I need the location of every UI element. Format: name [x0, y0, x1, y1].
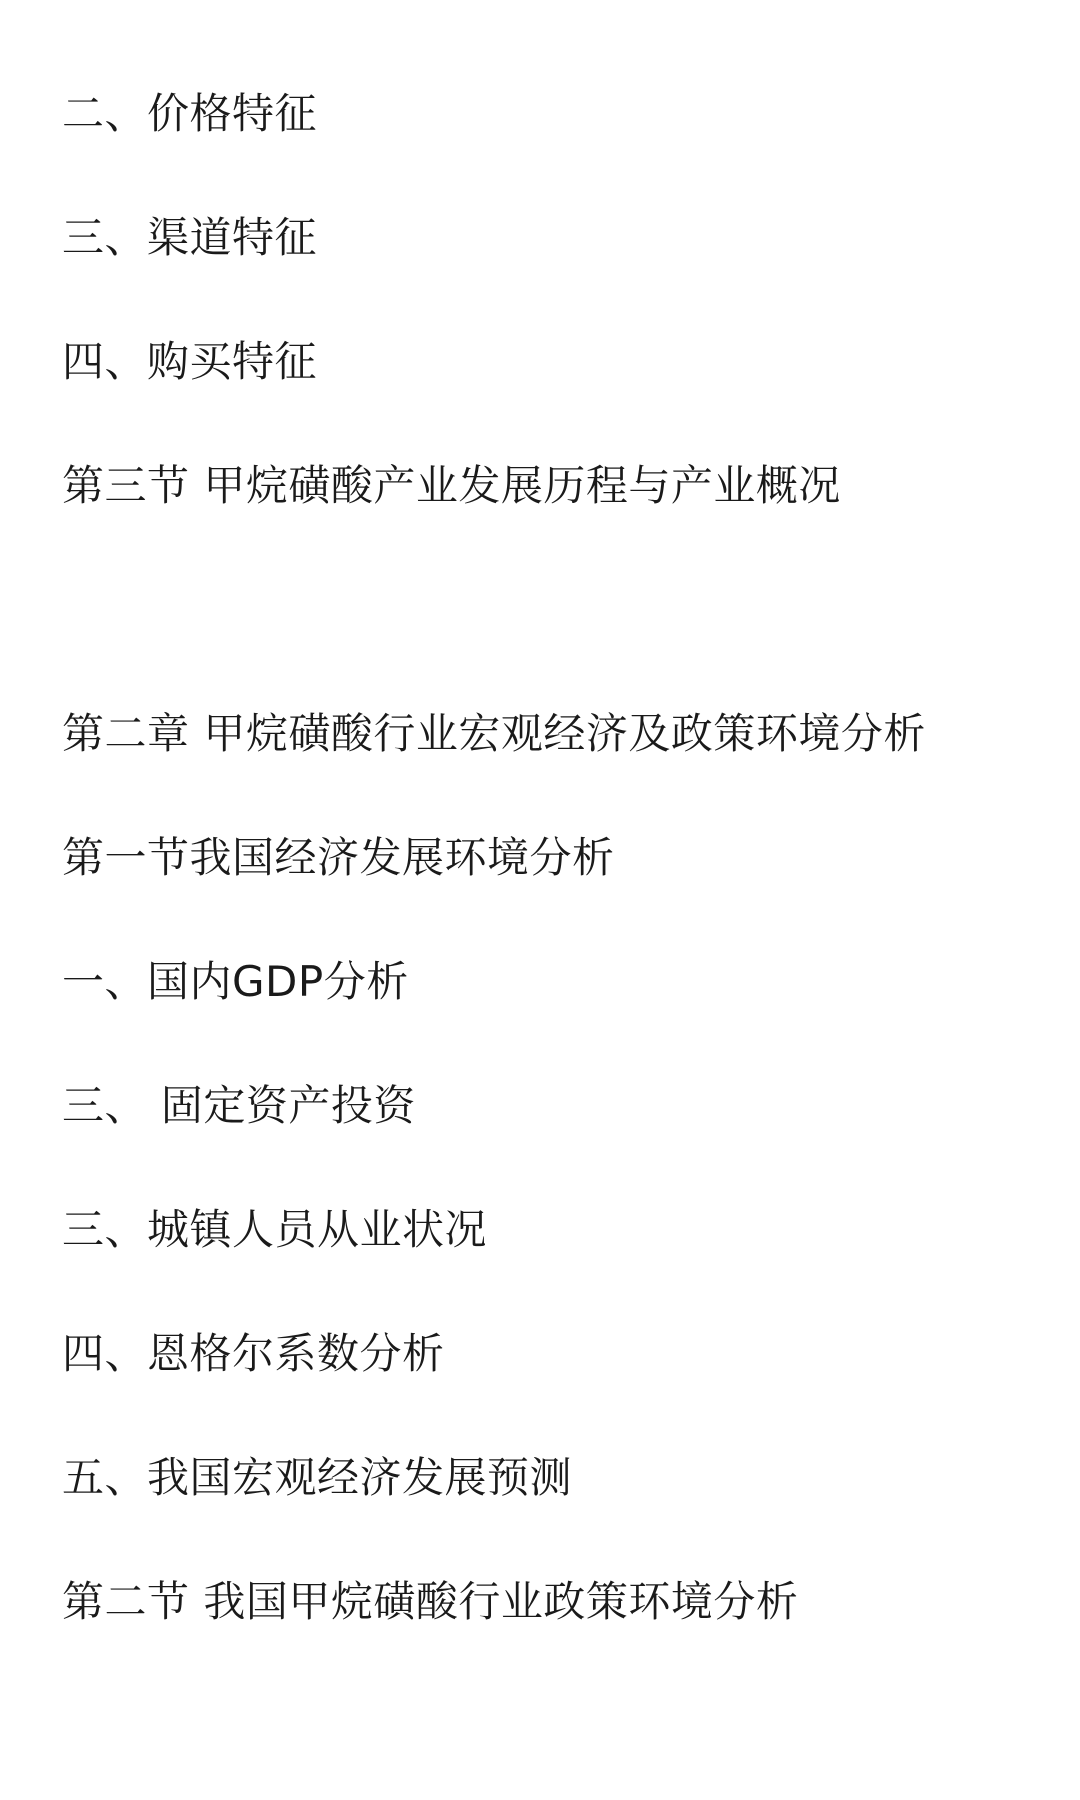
- toc-item-price-features: 二、价格特征: [62, 89, 318, 138]
- toc-section-industry-history: 第三节 甲烷磺酸产业发展历程与产业概况: [62, 461, 841, 510]
- toc-item-urban-employment: 三、城镇人员从业状况: [62, 1205, 488, 1254]
- toc-item-macro-forecast: 五、我国宏观经济发展预测: [62, 1453, 573, 1502]
- toc-item-engel-coefficient: 四、恩格尔系数分析: [62, 1329, 445, 1378]
- toc-item-fixed-asset-investment: 三、 固定资产投资: [62, 1081, 416, 1130]
- toc-item-gdp-analysis: 一、国内GDP分析: [62, 957, 409, 1006]
- toc-section-policy-environment: 第二节 我国甲烷磺酸行业政策环境分析: [62, 1577, 799, 1626]
- toc-chapter-macro-policy: 第二章 甲烷磺酸行业宏观经济及政策环境分析: [62, 709, 926, 758]
- toc-section-economic-environment: 第一节我国经济发展环境分析: [62, 833, 615, 882]
- toc-item-channel-features: 三、渠道特征: [62, 213, 318, 262]
- toc-item-purchase-features: 四、购买特征: [62, 337, 318, 386]
